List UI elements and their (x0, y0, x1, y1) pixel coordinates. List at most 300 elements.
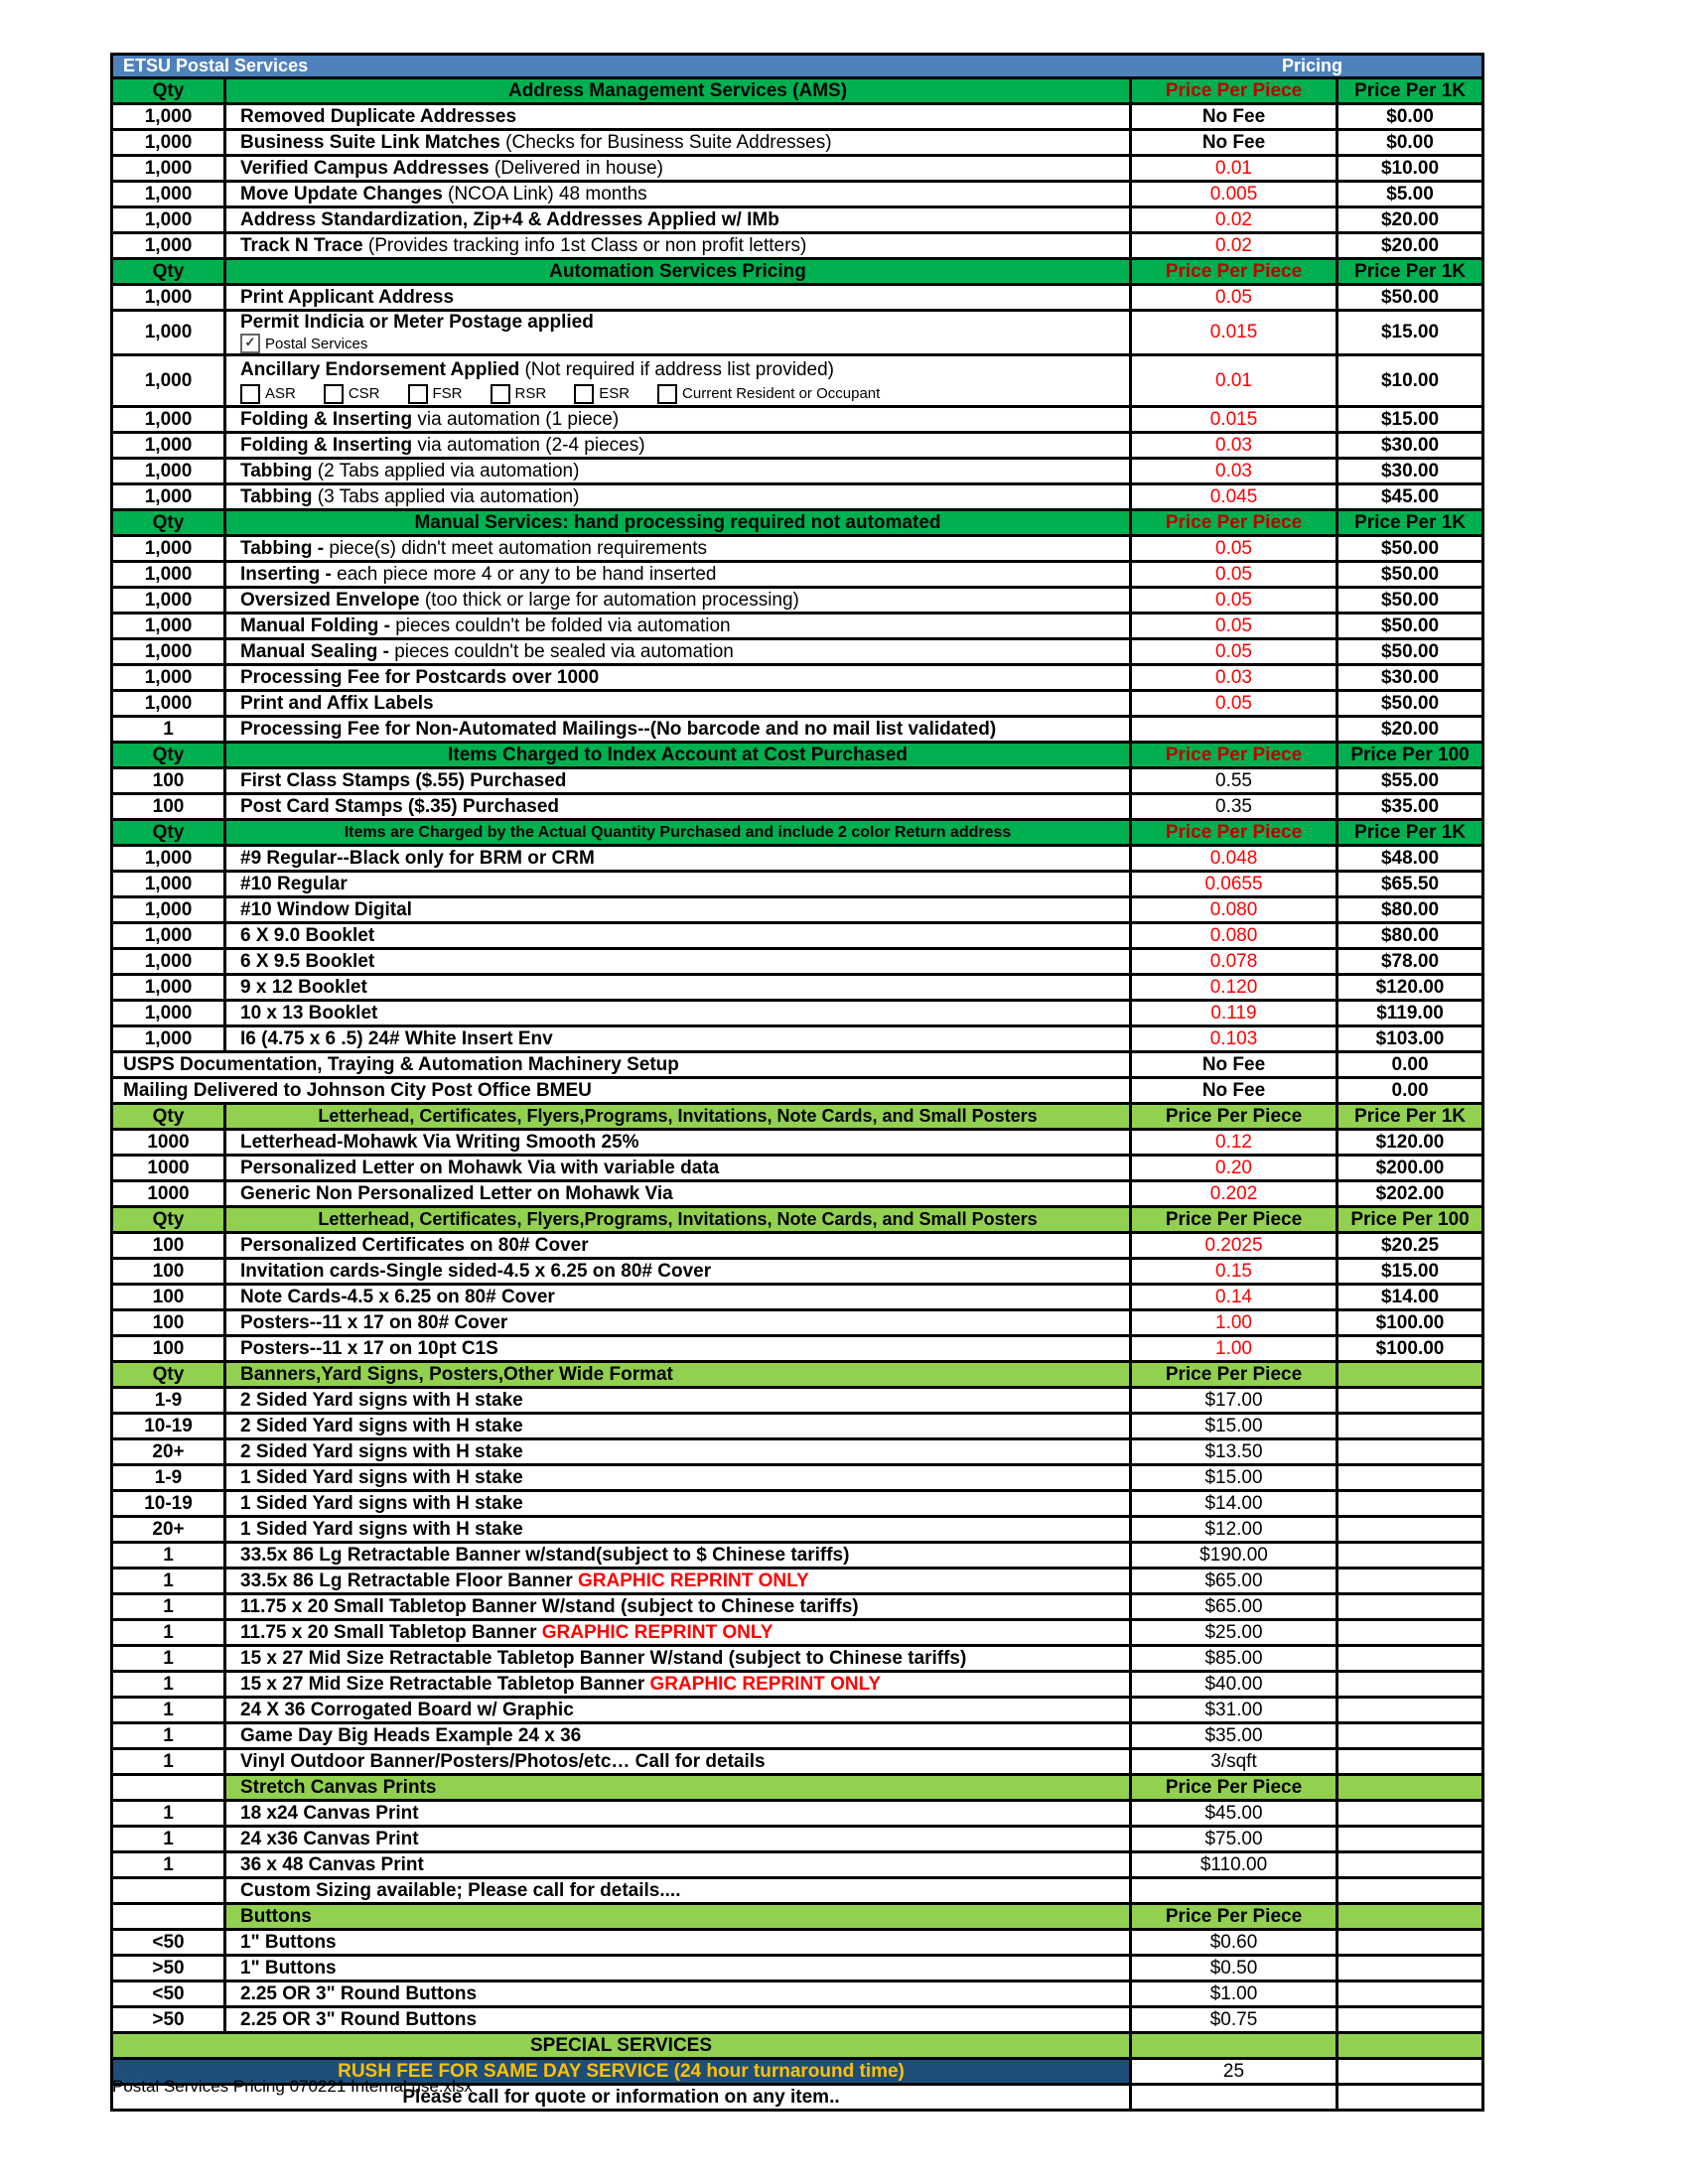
price-per-piece-cell: 0.2025 (1131, 1233, 1337, 1259)
price-per-piece-cell: 0.05 (1131, 285, 1337, 311)
description-cell: Processing Fee for Postcards over 1000 (225, 665, 1131, 691)
table-row (112, 355, 1483, 407)
table-row (112, 2007, 1483, 2033)
price-per-1k-cell: $120.00 (1337, 1130, 1483, 1156)
price-per-piece-cell: $25.00 (1131, 1620, 1337, 1646)
qty-cell: 1,000 (112, 923, 225, 949)
qty-cell: 1 (112, 1569, 225, 1594)
price-per-piece-cell: 3/sqft (1131, 1749, 1337, 1775)
sheet-title: ETSU Postal Services (123, 56, 309, 75)
description-cell: 33.5x 86 Lg Retractable Floor Banner GRAPHIC REPRINT ONLY (225, 1569, 1131, 1594)
price-per-1k-cell: $15.00 (1337, 407, 1483, 433)
description-cell: 24 X 36 Corrogated Board w/ Graphic (225, 1698, 1131, 1723)
qty-header-cell: Qty (112, 259, 225, 285)
price-per-piece-cell: No Fee (1131, 1078, 1337, 1104)
unchecked-checkbox-icon[interactable] (491, 384, 510, 404)
price-per-piece-cell: 0.120 (1131, 975, 1337, 1001)
qty-cell: 100 (112, 1310, 225, 1336)
section-header-row (112, 1207, 1483, 1233)
table-row (112, 104, 1483, 130)
pricing-table (110, 53, 1484, 2112)
description-cell: 6 X 9.0 Booklet (225, 923, 1131, 949)
table-row (112, 1285, 1483, 1310)
section-title-cell: Letterhead, Certificates, Flyers,Programs, Invitations, Note Cards, and Small Posters (225, 1104, 1131, 1130)
price-per-1k-cell: 0.00 (1337, 1078, 1483, 1104)
price-per-piece-cell (1131, 1878, 1337, 1904)
description-cell: Game Day Big Heads Example 24 x 36 (225, 1723, 1131, 1749)
price-per-piece-cell: 0.12 (1131, 1130, 1337, 1156)
qty-cell: 1,000 (112, 355, 225, 407)
qty-cell: 1,000 (112, 407, 225, 433)
section-header-row (112, 78, 1483, 104)
price-per-1k-cell: $202.00 (1337, 1181, 1483, 1207)
qty-cell: 1 (112, 1852, 225, 1878)
special-services-1k-cell (1337, 2033, 1483, 2059)
qty-cell: 1,000 (112, 484, 225, 510)
table-row (112, 794, 1483, 820)
price-per-1k-cell (1337, 1569, 1483, 1594)
price-per-1k-header-cell: Price Per 1K (1337, 1104, 1483, 1130)
qty-cell: 100 (112, 794, 225, 820)
price-per-1k-cell (1337, 1723, 1483, 1749)
qty-cell: 1,000 (112, 1026, 225, 1052)
table-row (112, 1465, 1483, 1491)
table-row (112, 1001, 1483, 1026)
price-per-1k-cell: $20.00 (1337, 207, 1483, 233)
section-header-row (112, 743, 1483, 768)
section-header-row (112, 1362, 1483, 1388)
checkbox-label: Postal Services (265, 335, 368, 352)
qty-header-cell: Qty (112, 78, 225, 104)
price-per-1k-cell (1337, 1801, 1483, 1827)
table-row (112, 1723, 1483, 1749)
price-per-piece-cell: 0.078 (1131, 949, 1337, 975)
price-per-1k-cell: $50.00 (1337, 614, 1483, 639)
price-per-piece-cell: $12.00 (1131, 1517, 1337, 1543)
qty-cell: 1-9 (112, 1388, 225, 1414)
filename-footer: Postal Services Pricing 070221 Internal use.xlsx (112, 2077, 473, 2096)
price-per-1k-cell: $78.00 (1337, 949, 1483, 975)
qty-cell: 20+ (112, 1517, 225, 1543)
table-row (112, 1594, 1483, 1620)
description-cell: Generic Non Personalized Letter on Mohawk Via (225, 1181, 1131, 1207)
qty-cell: 1,000 (112, 285, 225, 311)
merged-description-cell: USPS Documentation, Traying & Automation Machinery Setup (112, 1052, 1131, 1078)
section-title-cell: Address Management Services (AMS) (225, 78, 1131, 104)
qty-header-cell (112, 1904, 225, 1930)
price-per-piece-cell: No Fee (1131, 130, 1337, 156)
price-per-1k-cell (1337, 1543, 1483, 1569)
qty-cell: 1,000 (112, 691, 225, 717)
qty-cell: 100 (112, 1336, 225, 1362)
price-per-1k-cell (1337, 1878, 1483, 1904)
description-cell: 1 Sided Yard signs with H stake (225, 1491, 1131, 1517)
price-per-1k-cell: 0.00 (1337, 1052, 1483, 1078)
price-per-1k-cell: $15.00 (1337, 1259, 1483, 1285)
price-per-piece-cell: $13.50 (1131, 1439, 1337, 1465)
checked-checkbox-icon[interactable]: ✓ (240, 334, 260, 353)
description-cell: 36 x 48 Canvas Print (225, 1852, 1131, 1878)
table-row (112, 691, 1483, 717)
price-per-1k-cell: $20.00 (1337, 717, 1483, 743)
qty-cell: 1 (112, 1749, 225, 1775)
description-cell: 15 x 27 Mid Size Retractable Tabletop Banner GRAPHIC REPRINT ONLY (225, 1672, 1131, 1698)
description-cell: 18 x24 Canvas Print (225, 1801, 1131, 1827)
price-per-piece-cell: $0.75 (1131, 2007, 1337, 2033)
price-per-1k-cell: $10.00 (1337, 156, 1483, 182)
qty-cell: 1,000 (112, 182, 225, 207)
description-cell: Permit Indicia or Meter Postage applied ✓ Postal Services (225, 311, 1131, 355)
qty-cell: 1,000 (112, 311, 225, 355)
price-per-piece-cell: $15.00 (1131, 1414, 1337, 1439)
description-cell: 9 x 12 Booklet (225, 975, 1131, 1001)
price-per-piece-cell: 0.05 (1131, 639, 1337, 665)
price-per-1k-header-cell: Price Per 100 (1337, 1207, 1483, 1233)
price-per-1k-cell: $55.00 (1337, 768, 1483, 794)
checkbox-label: CSR (348, 385, 380, 402)
price-per-1k-cell: $0.00 (1337, 104, 1483, 130)
description-cell: Vinyl Outdoor Banner/Posters/Photos/etc… Call for details (225, 1749, 1131, 1775)
description-cell: 10 x 13 Booklet (225, 1001, 1131, 1026)
price-per-piece-cell: 0.20 (1131, 1156, 1337, 1181)
price-per-piece-cell: 0.01 (1131, 355, 1337, 407)
price-per-1k-cell: $5.00 (1337, 182, 1483, 207)
qty-cell: 1,000 (112, 1001, 225, 1026)
qty-header-cell (112, 1775, 225, 1801)
table-row (112, 949, 1483, 975)
table-row (112, 1052, 1483, 1078)
table-row (112, 484, 1483, 510)
description-cell: Posters--11 x 17 on 80# Cover (225, 1310, 1131, 1336)
unchecked-checkbox-icon[interactable] (574, 384, 594, 404)
qty-cell: 1 (112, 717, 225, 743)
description-cell: Personalized Letter on Mohawk Via with variable data (225, 1156, 1131, 1181)
table-row (112, 1878, 1483, 1904)
price-per-piece-cell: 0.005 (1131, 182, 1337, 207)
price-per-piece-cell: 0.01 (1131, 156, 1337, 182)
section-title-cell: Automation Services Pricing (225, 259, 1131, 285)
price-per-1k-cell (1337, 1465, 1483, 1491)
price-per-1k-header-cell (1337, 1775, 1483, 1801)
note-price-cell (1131, 2085, 1337, 2111)
qty-header-cell: Qty (112, 1207, 225, 1233)
description-cell: 24 x36 Canvas Print (225, 1827, 1131, 1852)
description-cell: Folding & Inserting via automation (2-4 pieces) (225, 433, 1131, 459)
description-cell: Move Update Changes (NCOA Link) 48 months (225, 182, 1131, 207)
price-per-piece-cell: 0.03 (1131, 459, 1337, 484)
rush-fee-1k-cell (1337, 2059, 1483, 2085)
table-row (112, 459, 1483, 484)
table-row (112, 768, 1483, 794)
qty-cell: 1 (112, 1672, 225, 1698)
price-per-piece-header-cell: Price Per Piece (1131, 510, 1337, 536)
qty-cell: 1 (112, 1827, 225, 1852)
pricing-label: Pricing (1282, 56, 1343, 75)
table-row (112, 130, 1483, 156)
price-per-1k-cell (1337, 1981, 1483, 2007)
price-per-1k-cell: $14.00 (1337, 1285, 1483, 1310)
qty-cell: 1 (112, 1594, 225, 1620)
qty-cell: 100 (112, 768, 225, 794)
qty-cell: 1,000 (112, 897, 225, 923)
qty-cell: 1,000 (112, 872, 225, 897)
price-per-piece-cell: 0.103 (1131, 1026, 1337, 1052)
section-header-row (112, 1904, 1483, 1930)
table-row (112, 1749, 1483, 1775)
price-per-piece-cell: $110.00 (1131, 1852, 1337, 1878)
unchecked-checkbox-icon[interactable] (324, 384, 344, 404)
price-per-piece-cell: $75.00 (1131, 1827, 1337, 1852)
qty-cell: 1,000 (112, 639, 225, 665)
table-row (112, 1388, 1483, 1414)
section-title-cell: Items are Charged by the Actual Quantity Purchased and include 2 color Return address (225, 820, 1131, 846)
description-cell: Manual Folding - pieces couldn't be folded via automation (225, 614, 1131, 639)
price-per-1k-cell: $65.50 (1337, 872, 1483, 897)
description-cell: 2 Sided Yard signs with H stake (225, 1414, 1131, 1439)
price-per-piece-cell (1131, 717, 1337, 743)
table-row (112, 1852, 1483, 1878)
price-per-piece-cell: $17.00 (1131, 1388, 1337, 1414)
qty-cell: 20+ (112, 1439, 225, 1465)
price-per-piece-cell: 0.15 (1131, 1259, 1337, 1285)
price-per-piece-cell: $15.00 (1131, 1465, 1337, 1491)
section-title-cell: Items Charged to Index Account at Cost Purchased (225, 743, 1131, 768)
price-per-1k-cell: $15.00 (1337, 311, 1483, 355)
price-per-piece-cell: 1.00 (1131, 1310, 1337, 1336)
price-per-piece-cell: 0.55 (1131, 768, 1337, 794)
price-per-piece-cell: 0.05 (1131, 691, 1337, 717)
table-row (112, 1336, 1483, 1362)
table-row (112, 872, 1483, 897)
description-cell: 15 x 27 Mid Size Retractable Tabletop Banner W/stand (subject to Chinese tariffs) (225, 1646, 1131, 1672)
price-per-piece-cell: 0.02 (1131, 233, 1337, 259)
description-cell: Print Applicant Address (225, 285, 1131, 311)
qty-header-cell: Qty (112, 510, 225, 536)
description-cell: 11.75 x 20 Small Tabletop Banner GRAPHIC REPRINT ONLY (225, 1620, 1131, 1646)
description-cell: Post Card Stamps ($.35) Purchased (225, 794, 1131, 820)
description-cell: Removed Duplicate Addresses (225, 104, 1131, 130)
checkbox-label: ASR (265, 385, 296, 402)
special-services-band-cell: SPECIAL SERVICES (112, 2033, 1131, 2059)
qty-header-cell: Qty (112, 820, 225, 846)
qty-cell: 1,000 (112, 104, 225, 130)
description-cell: Print and Affix Labels (225, 691, 1131, 717)
price-per-1k-cell: $30.00 (1337, 665, 1483, 691)
table-row (112, 285, 1483, 311)
price-per-1k-cell: $30.00 (1337, 433, 1483, 459)
price-per-1k-header-cell: Price Per 1K (1337, 78, 1483, 104)
price-per-piece-cell: 0.202 (1131, 1181, 1337, 1207)
table-row (112, 1233, 1483, 1259)
table-row (112, 1181, 1483, 1207)
price-per-1k-cell: $103.00 (1337, 1026, 1483, 1052)
qty-cell: 1 (112, 1698, 225, 1723)
table-row (112, 1310, 1483, 1336)
table-row (112, 1981, 1483, 2007)
section-title-cell: Stretch Canvas Prints (225, 1775, 1131, 1801)
price-per-1k-cell: $30.00 (1337, 459, 1483, 484)
merged-description-cell: Mailing Delivered to Johnson City Post Office BMEU (112, 1078, 1131, 1104)
price-per-1k-cell: $100.00 (1337, 1336, 1483, 1362)
description-cell: Invitation cards-Single sided-4.5 x 6.25 on 80# Cover (225, 1259, 1131, 1285)
price-per-piece-cell: $65.00 (1131, 1569, 1337, 1594)
description-cell: Folding & Inserting via automation (1 piece) (225, 407, 1131, 433)
unchecked-checkbox-icon[interactable] (657, 384, 677, 404)
table-row (112, 1517, 1483, 1543)
price-per-1k-cell: $80.00 (1337, 897, 1483, 923)
table-row (112, 1646, 1483, 1672)
price-per-1k-cell (1337, 1620, 1483, 1646)
section-header-row (112, 1104, 1483, 1130)
price-per-1k-cell (1337, 1827, 1483, 1852)
table-row (112, 233, 1483, 259)
price-per-piece-cell: 0.05 (1131, 614, 1337, 639)
qty-cell: 100 (112, 1285, 225, 1310)
table-row (112, 1698, 1483, 1723)
description-cell: Inserting - each piece more 4 or any to be hand inserted (225, 562, 1131, 588)
description-cell: 1 Sided Yard signs with H stake (225, 1517, 1131, 1543)
description-cell: Verified Campus Addresses (Delivered in house) (225, 156, 1131, 182)
description-cell: 1" Buttons (225, 1956, 1131, 1981)
table-row (112, 1569, 1483, 1594)
section-title-cell: Banners,Yard Signs, Posters,Other Wide Format (225, 1362, 1131, 1388)
price-per-1k-cell: $20.00 (1337, 233, 1483, 259)
qty-cell: 1000 (112, 1156, 225, 1181)
price-per-piece-cell: 0.05 (1131, 562, 1337, 588)
price-per-piece-cell: 0.0655 (1131, 872, 1337, 897)
description-cell: Manual Sealing - pieces couldn't be sealed via automation (225, 639, 1131, 665)
price-per-piece-cell: $45.00 (1131, 1801, 1337, 1827)
qty-cell: 1,000 (112, 130, 225, 156)
checkbox-label: Current Resident or Occupant (682, 385, 881, 402)
price-per-1k-cell: $120.00 (1337, 975, 1483, 1001)
price-per-1k-cell (1337, 2007, 1483, 2033)
qty-cell: 1 (112, 1543, 225, 1569)
table-row (112, 1130, 1483, 1156)
price-per-piece-header-cell: Price Per Piece (1131, 78, 1337, 104)
price-per-1k-cell: $20.25 (1337, 1233, 1483, 1259)
qty-cell: 1,000 (112, 156, 225, 182)
price-per-1k-cell: $50.00 (1337, 691, 1483, 717)
section-header-row (112, 510, 1483, 536)
price-per-1k-cell: $48.00 (1337, 846, 1483, 872)
qty-header-cell: Qty (112, 1104, 225, 1130)
price-per-piece-header-cell: Price Per Piece (1131, 1904, 1337, 1930)
rush-fee-cell: RUSH FEE FOR SAME DAY SERVICE (24 hour turnaround time) (112, 2059, 1131, 2085)
qty-cell: 1-9 (112, 1465, 225, 1491)
price-per-piece-cell: $35.00 (1131, 1723, 1337, 1749)
title-bar (112, 55, 1483, 78)
table-row (112, 1491, 1483, 1517)
price-per-piece-header-cell: Price Per Piece (1131, 1207, 1337, 1233)
table-row (112, 207, 1483, 233)
price-per-1k-cell: $45.00 (1337, 484, 1483, 510)
table-row (112, 975, 1483, 1001)
price-per-piece-cell: 0.03 (1131, 665, 1337, 691)
price-per-1k-cell: $50.00 (1337, 588, 1483, 614)
endorsement-checkbox-group (240, 384, 1129, 404)
unchecked-checkbox-icon[interactable] (240, 384, 260, 404)
description-cell: #10 Regular (225, 872, 1131, 897)
price-per-piece-cell: 0.015 (1131, 311, 1337, 355)
description-cell: Oversized Envelope (too thick or large for automation processing) (225, 588, 1131, 614)
qty-cell: 1,000 (112, 233, 225, 259)
description-cell: 1" Buttons (225, 1930, 1131, 1956)
qty-cell: 1,000 (112, 949, 225, 975)
table-row (112, 923, 1483, 949)
price-per-piece-header-cell: Price Per Piece (1131, 1104, 1337, 1130)
description-cell: Ancillary Endorsement Applied (Not required if address list provided) ASR CSR FSR RSR ESR Current Resident or Occupant (225, 355, 1131, 407)
price-per-piece-header-cell: Price Per Piece (1131, 259, 1337, 285)
price-per-1k-header-cell: Price Per 1K (1337, 259, 1483, 285)
price-per-1k-cell: $119.00 (1337, 1001, 1483, 1026)
price-per-1k-cell (1337, 1517, 1483, 1543)
description-cell: Tabbing (2 Tabs applied via automation) (225, 459, 1131, 484)
table-row (112, 407, 1483, 433)
qty-cell: <50 (112, 1981, 225, 2007)
price-per-piece-cell: 0.02 (1131, 207, 1337, 233)
description-cell: 2 Sided Yard signs with H stake (225, 1439, 1131, 1465)
call-for-quote-cell: Please call for quote or information on any item.. (112, 2085, 1131, 2111)
price-per-1k-cell (1337, 1852, 1483, 1878)
price-per-1k-cell (1337, 1698, 1483, 1723)
table-row (112, 1078, 1483, 1104)
price-per-1k-cell: $200.00 (1337, 1156, 1483, 1181)
table-row (112, 2033, 1483, 2059)
price-per-1k-cell (1337, 1646, 1483, 1672)
table-row (112, 562, 1483, 588)
description-cell: Address Standardization, Zip+4 & Addresses Applied w/ IMb (225, 207, 1131, 233)
description-cell: I6 (4.75 x 6 .5) 24# White Insert Env (225, 1026, 1131, 1052)
section-title-cell: Buttons (225, 1904, 1131, 1930)
qty-header-cell: Qty (112, 743, 225, 768)
table-row (112, 1156, 1483, 1181)
price-per-piece-cell: 0.05 (1131, 536, 1337, 562)
price-per-piece-cell: 0.35 (1131, 794, 1337, 820)
qty-cell: 1,000 (112, 536, 225, 562)
table-row (112, 1672, 1483, 1698)
unchecked-checkbox-icon[interactable] (408, 384, 428, 404)
qty-cell: 1,000 (112, 588, 225, 614)
table-row (112, 156, 1483, 182)
price-per-piece-cell: $14.00 (1131, 1491, 1337, 1517)
price-per-1k-cell (1337, 1388, 1483, 1414)
description-cell: 11.75 x 20 Small Tabletop Banner W/stand (subject to Chinese tariffs) (225, 1594, 1131, 1620)
table-row (112, 1259, 1483, 1285)
price-per-1k-cell: $50.00 (1337, 639, 1483, 665)
price-per-piece-cell: $0.50 (1131, 1956, 1337, 1981)
checkbox-label: ESR (599, 385, 631, 402)
price-per-1k-header-cell: Price Per 100 (1337, 743, 1483, 768)
description-cell: Note Cards-4.5 x 6.25 on 80# Cover (225, 1285, 1131, 1310)
note-1k-cell (1337, 2085, 1483, 2111)
description-cell: Letterhead-Mohawk Via Writing Smooth 25% (225, 1130, 1131, 1156)
qty-cell: 1,000 (112, 665, 225, 691)
price-per-piece-header-cell: Price Per Piece (1131, 1775, 1337, 1801)
table-row (112, 1956, 1483, 1981)
price-per-1k-cell (1337, 1439, 1483, 1465)
price-per-piece-cell: 1.00 (1131, 1336, 1337, 1362)
qty-cell: 1000 (112, 1181, 225, 1207)
table-row (112, 182, 1483, 207)
description-cell: Custom Sizing available; Please call for details.... (225, 1878, 1131, 1904)
description-cell: #10 Window Digital (225, 897, 1131, 923)
section-title-cell: Manual Services: hand processing required not automated (225, 510, 1131, 536)
price-per-piece-cell: 0.119 (1131, 1001, 1337, 1026)
section-title-cell: Letterhead, Certificates, Flyers,Programs, Invitations, Note Cards, and Small Posters (225, 1207, 1131, 1233)
price-per-1k-cell (1337, 1414, 1483, 1439)
price-per-piece-cell: 0.03 (1131, 433, 1337, 459)
